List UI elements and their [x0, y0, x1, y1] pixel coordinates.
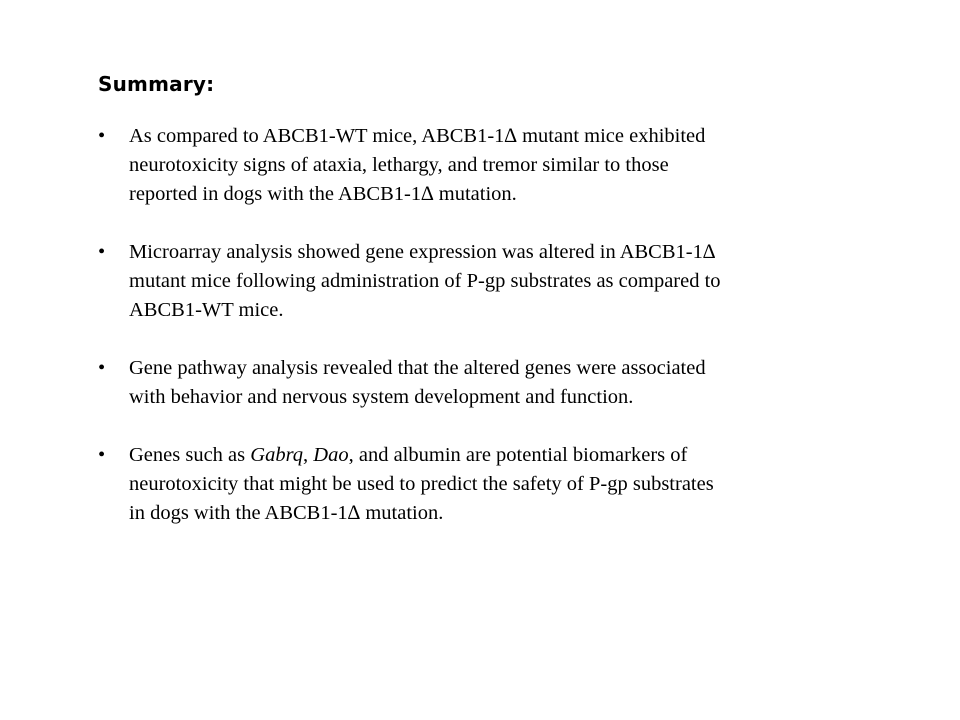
- bullet-item-biomarkers: [98, 441, 838, 528]
- text-suffix: , and albumin are potential biomarkers of: [348, 444, 688, 466]
- bullet-item-microarray: [98, 238, 838, 325]
- bullet-item-phenotype: [98, 122, 838, 209]
- bullet-text-line: Gene pathway analysis revealed that the altered genes were associated: [129, 357, 706, 379]
- bullet-text-line: mutant mice following administration of P-gp substrates as compared to: [129, 270, 721, 292]
- text-separator: ,: [303, 444, 314, 466]
- text-prefix: Genes such as: [129, 444, 251, 466]
- bullet-text-line: reported in dogs with the ABCB1-1∆ mutation.: [129, 183, 517, 205]
- bullet-text-line: ABCB1-WT mice.: [129, 299, 284, 321]
- bullet-text-line: in dogs with the ABCB1-1∆ mutation.: [129, 502, 444, 524]
- bullet-text-line: neurotoxicity signs of ataxia, lethargy, and tremor similar to those: [129, 154, 669, 176]
- bullet-glyph: •: [98, 241, 106, 263]
- bullet-text-line: with behavior and nervous system development and function.: [129, 386, 634, 408]
- bullet-item-pathway: [98, 354, 838, 412]
- gene-name-dao: Dao: [313, 444, 349, 466]
- gene-name-gabrq: Gabrq: [250, 444, 304, 466]
- bullet-glyph: •: [98, 125, 106, 147]
- bullet-text-line: [129, 441, 838, 470]
- bullet-glyph: •: [98, 444, 106, 466]
- slide-title: Summary:: [98, 72, 215, 96]
- bullet-text-line: neurotoxicity that might be used to predict the safety of P-gp substrates: [129, 473, 714, 495]
- bullet-glyph: •: [98, 357, 106, 379]
- bullet-text-line: As compared to ABCB1-WT mice, ABCB1-1∆ mutant mice exhibited: [129, 125, 706, 147]
- summary-bullet-list: [98, 122, 838, 528]
- bullet-text-line: Microarray analysis showed gene expression was altered in ABCB1-1∆: [129, 241, 716, 263]
